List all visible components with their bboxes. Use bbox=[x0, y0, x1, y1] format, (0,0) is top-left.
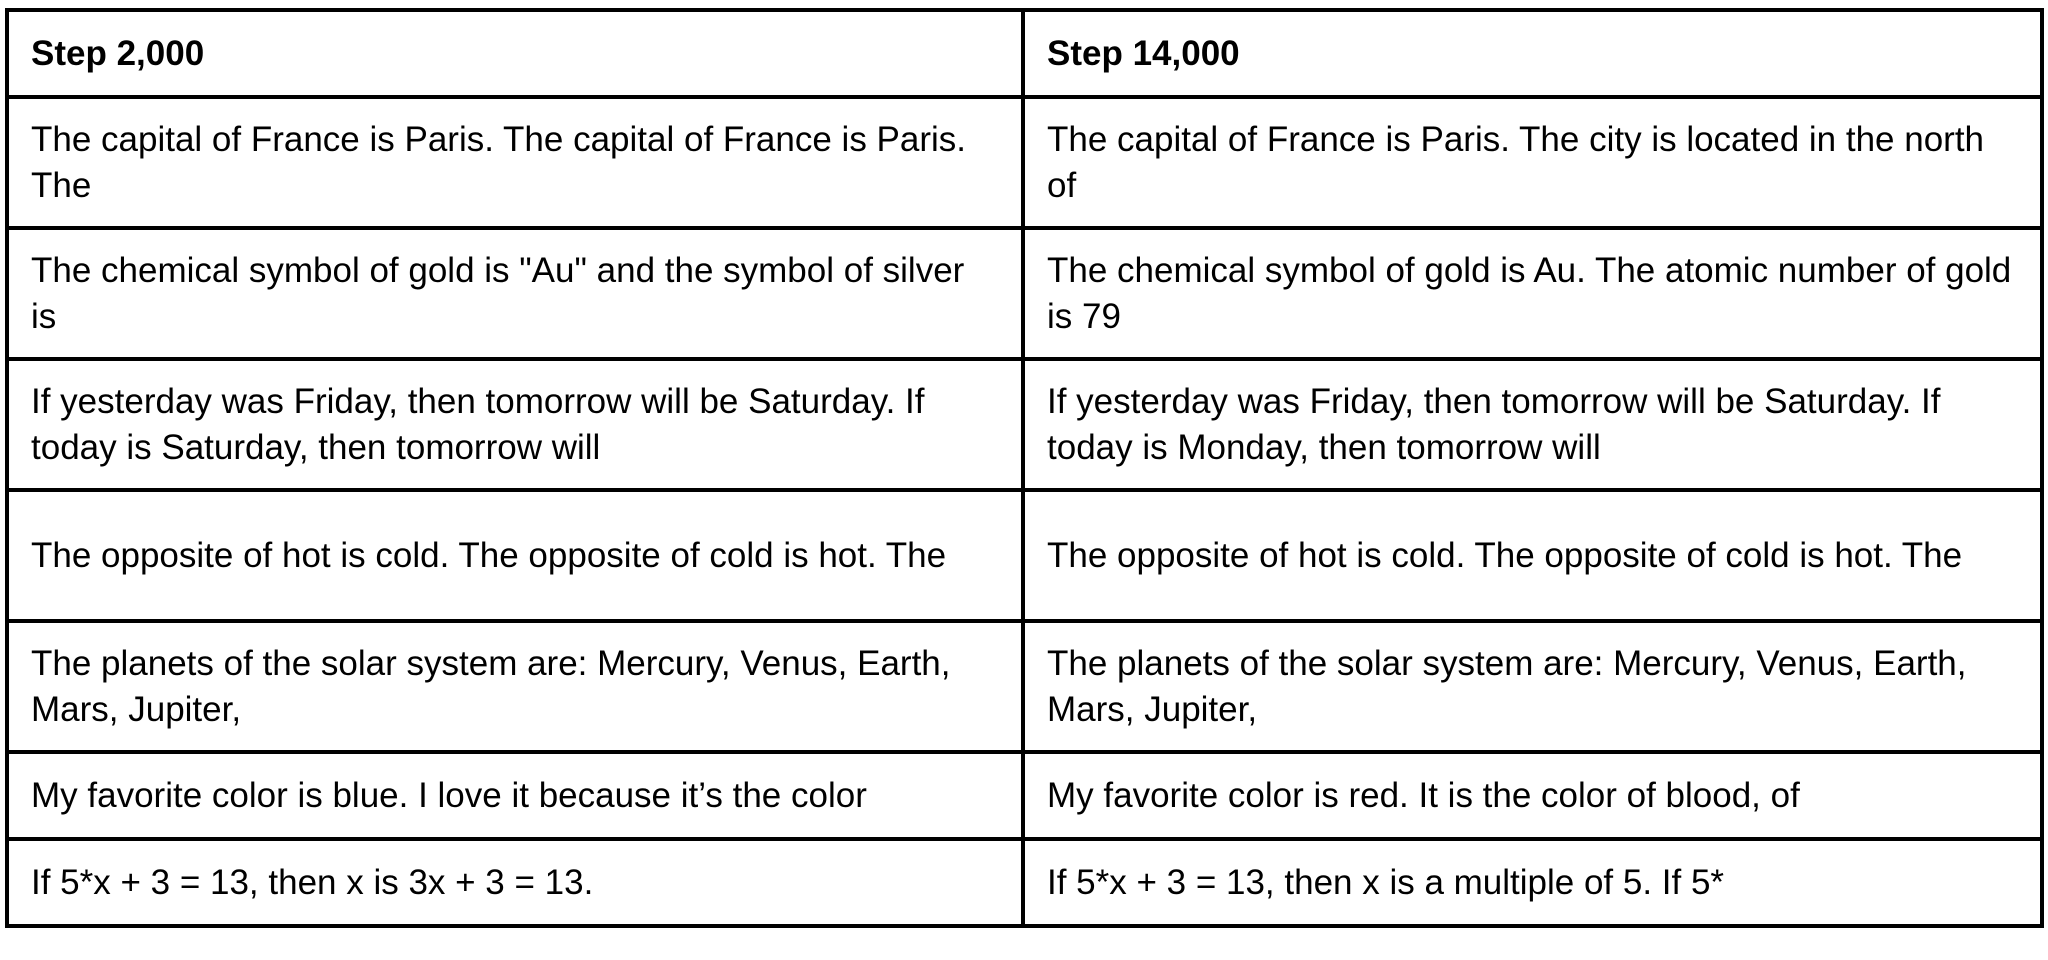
table-row bbox=[7, 359, 2042, 490]
comparison-table bbox=[5, 8, 2044, 928]
cell-step-2000: The planets of the solar system are: Mercury, Venus, Earth, Mars, Jupiter, bbox=[7, 621, 1023, 752]
table-row bbox=[7, 621, 2042, 752]
cell-step-14000: The chemical symbol of gold is Au. The atomic number of gold is 79 bbox=[1023, 228, 2042, 359]
cell-step-14000: The planets of the solar system are: Mercury, Venus, Earth, Mars, Jupiter, bbox=[1023, 621, 2042, 752]
table-row bbox=[7, 97, 2042, 228]
table-row bbox=[7, 490, 2042, 621]
cell-step-2000: If 5*x + 3 = 13, then x is 3x + 3 = 13. bbox=[7, 839, 1023, 926]
cell-step-2000: If yesterday was Friday, then tomorrow will be Saturday. If today is Saturday, then tomorrow will bbox=[7, 359, 1023, 490]
table-row bbox=[7, 752, 2042, 839]
cell-step-2000: The chemical symbol of gold is "Au" and the symbol of silver is bbox=[7, 228, 1023, 359]
header-step-14000: Step 14,000 bbox=[1023, 10, 2042, 97]
cell-step-14000: The capital of France is Paris. The city is located in the north of bbox=[1023, 97, 2042, 228]
table-row bbox=[7, 228, 2042, 359]
cell-step-2000: The capital of France is Paris. The capital of France is Paris. The bbox=[7, 97, 1023, 228]
cell-step-2000: The opposite of hot is cold. The opposite of cold is hot. The bbox=[7, 490, 1023, 621]
cell-step-14000: If yesterday was Friday, then tomorrow will be Saturday. If today is Monday, then tomorrow will bbox=[1023, 359, 2042, 490]
table-row bbox=[7, 839, 2042, 926]
cell-step-14000: The opposite of hot is cold. The opposite of cold is hot. The bbox=[1023, 490, 2042, 621]
cell-step-14000: My favorite color is red. It is the color of blood, of bbox=[1023, 752, 2042, 839]
header-step-2000: Step 2,000 bbox=[7, 10, 1023, 97]
cell-step-2000: My favorite color is blue. I love it because it’s the color bbox=[7, 752, 1023, 839]
comparison-table-wrapper bbox=[5, 8, 2040, 928]
cell-step-14000: If 5*x + 3 = 13, then x is a multiple of 5. If 5* bbox=[1023, 839, 2042, 926]
header-row bbox=[7, 10, 2042, 97]
